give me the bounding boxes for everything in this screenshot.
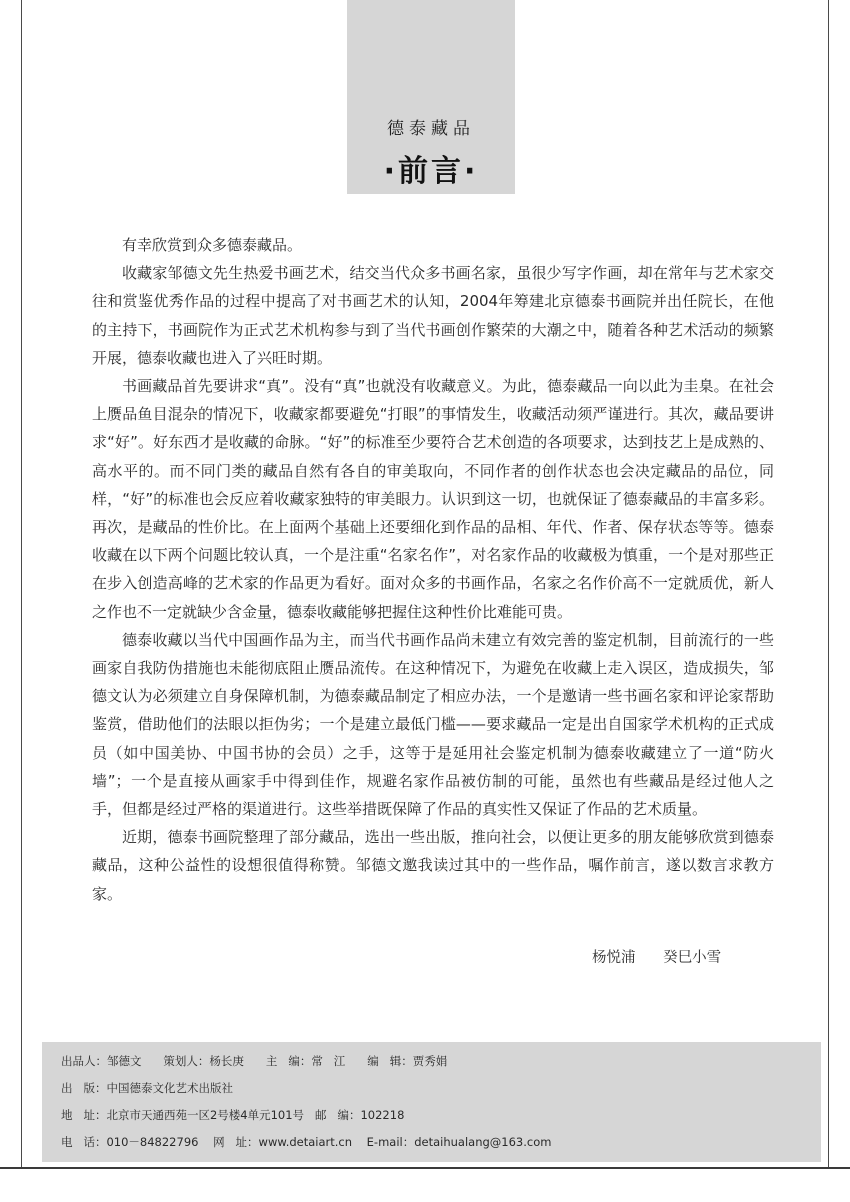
colophon-box	[42, 1042, 821, 1162]
colophon-press: 出 版：中国德泰文化艺术出版社	[61, 1081, 233, 1095]
paragraph-collector: 收藏家邹德文先生热爱书画艺术，结交当代众多书画名家，虽很少写字作画，却在常年与艺术家交往和赏鉴优秀作品的过程中提高了对书画艺术的认知，2004年筹建北京德泰书画院并出任院长，在他的主持下，书画院作为正式艺术机构参与到了当代书画创作繁荣的大潮之中，随着各种艺术活动的频繁开展，德泰收藏也进入了兴旺时期。	[92, 264, 774, 367]
preface-body	[92, 231, 774, 908]
brand-title: 德泰藏品	[387, 119, 475, 139]
signature-date: 癸巳小雪	[663, 950, 722, 966]
bottom-rule	[0, 1167, 850, 1169]
paragraph-conclusion: 近期，德泰书画院整理了部分藏品，选出一些出版，推向社会，以便让更多的朋友能够欣赏到德泰藏品，这种公益性的设想很值得称赞。邹德文邀我读过其中的一些作品，嘱作前言，遂以数言求教方家。	[92, 828, 774, 903]
preface-title: ·前言·	[383, 154, 479, 189]
colophon-address: 地 址：北京市天通西苑一区2号楼4单元101号 邮 编：102218	[61, 1108, 405, 1122]
colophon-contact: 电 话：010－84822796 网 址：www.detaiart.cn E-mail：detaihualang@163.com	[61, 1135, 552, 1149]
paragraph-authenticity: 书画藏品首先要讲求“真”。没有“真”也就没有收藏意义。为此，德泰藏品一向以此为圭臬。在社会上赝品鱼目混杂的情况下，收藏家都要避免“打眼”的事情发生，收藏活动须严谨进行。其次，藏品要讲求“好”。好东西才是收藏的命脉。“好”的标准至少要符合艺术创造的各项要求，达到技艺上是成熟的、高水平的。而不同门类的藏品自然有各自的审美取向，不同作者的创作状态也会决定藏品的品位，同样，“好”的标准也会反应着收藏家独特的审美眼力。认识到这一切，也就保证了德泰藏品的丰富多彩。再次，是藏品的性价比。在上面两个基础上还要细化到作品的品相、年代、作者、保存状态等等。德泰收藏在以下两个问题比较认真，一个是注重“名家名作”，对名家作品的收藏极为慎重，一个是对那些正在步入创造高峰的艺术家的作品更为看好。面对众多的书画作品，名家之名作价高不一定就质优，新人之作也不一定就缺少含金量，德泰收藏能够把握住这种性价比难能可贵。	[92, 377, 774, 621]
paragraph-intro: 有幸欣赏到众多德泰藏品。	[122, 236, 303, 254]
signature	[592, 946, 721, 967]
signature-author: 杨悦浦	[592, 950, 636, 966]
paragraph-safeguards: 德泰收藏以当代中国画作品为主，而当代书画作品尚未建立有效完善的鉴定机制，目前流行的一些画家自我防伪措施也未能彻底阻止赝品流传。在这种情况下，为避免在收藏上走入误区，造成损失，邹德文认为必须建立自身保障机制，为德泰藏品制定了相应办法，一个是邀请一些书画名家和评论家帮助鉴赏，借助他们的法眼以拒伪劣；一个是建立最低门槛——要求藏品一定是出自国家学术机构的正式成员（如中国美协、中国书协的会员）之手，这等于是延用社会鉴定机制为德泰收藏建立了一道“防火墙”；一个是直接从画家手中得到佳作，规避名家作品被仿制的可能，虽然也有些藏品是经过他人之手，但都是经过严格的渠道进行。这些举措既保障了作品的真实性又保证了作品的艺术质量。	[92, 630, 774, 819]
title-block	[347, 0, 515, 194]
colophon-credits: 出品人：邹德文 策划人：杨长庚 主 编：常 江 编 辑：贾秀娟	[61, 1054, 448, 1068]
